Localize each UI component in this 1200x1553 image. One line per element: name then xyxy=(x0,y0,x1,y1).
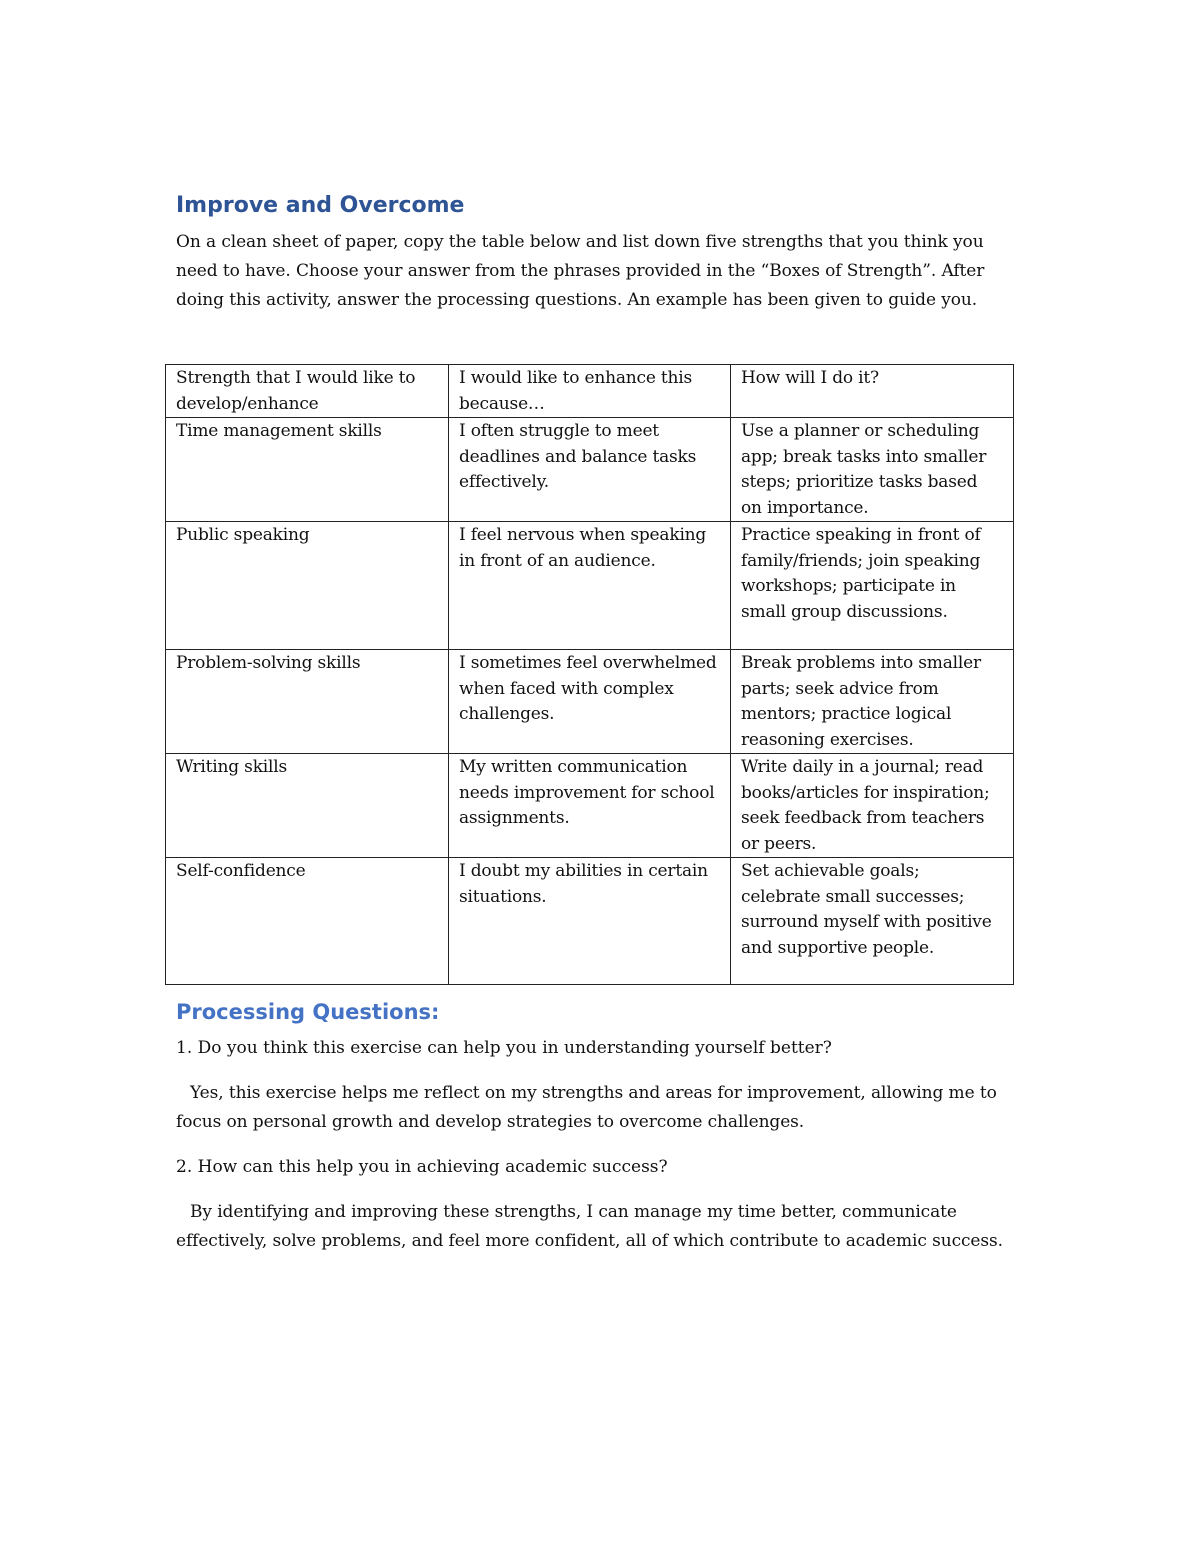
strengths-table xyxy=(165,364,1014,985)
question-2: 2. How can this help you in achieving academic success? xyxy=(176,1157,668,1177)
processing-title: Processing Questions: xyxy=(176,1000,440,1024)
table-header-row xyxy=(166,365,1014,418)
table-row xyxy=(166,418,1014,522)
cell-plan: Use a planner or scheduling app; break tasks into smaller steps; prioritize tasks based on importance. xyxy=(731,418,1014,522)
header-plan: How will I do it? xyxy=(731,365,1014,418)
table-row xyxy=(166,522,1014,650)
table-row xyxy=(166,754,1014,858)
cell-reason: I doubt my abilities in certain situations. xyxy=(449,858,731,985)
header-reason: I would like to enhance this because… xyxy=(449,365,731,418)
processing-section xyxy=(176,998,1036,1256)
header-strength: Strength that I would like to develop/enhance xyxy=(166,365,449,418)
table-row xyxy=(166,858,1014,985)
answer-2: By identifying and improving these strengths, I can manage my time better, communicate effectively, solve problems, and feel more confident, all of which contribute to academic success. xyxy=(176,1202,1003,1251)
cell-strength: Writing skills xyxy=(166,754,449,858)
cell-reason: I feel nervous when speaking in front of an audience. xyxy=(449,522,731,650)
cell-strength: Time management skills xyxy=(166,418,449,522)
cell-plan: Break problems into smaller parts; seek advice from mentors; practice logical reasoning exercises. xyxy=(731,650,1014,754)
cell-strength: Public speaking xyxy=(166,522,449,650)
instructions-paragraph: On a clean sheet of paper, copy the table below and list down five strengths that you think you need to have. Choose your answer from the phrases provided in the “Boxes of Strength”. After doing this activity, answer the processing questions. An example has been given to guide you. xyxy=(176,232,985,310)
section-title: Improve and Overcome xyxy=(176,193,465,218)
cell-reason: I often struggle to meet deadlines and balance tasks effectively. xyxy=(449,418,731,522)
cell-strength: Problem-solving skills xyxy=(166,650,449,754)
cell-plan: Practice speaking in front of family/friends; join speaking workshops; participate in small group discussions. xyxy=(731,522,1014,650)
cell-reason: My written communication needs improvement for school assignments. xyxy=(449,754,731,858)
cell-plan: Set achievable goals; celebrate small successes; surround myself with positive and supportive people. xyxy=(731,858,1014,985)
answer-1: Yes, this exercise helps me reflect on my strengths and areas for improvement, allowing me to focus on personal growth and develop strategies to overcome challenges. xyxy=(176,1083,997,1132)
document-page xyxy=(176,192,1036,1251)
cell-plan: Write daily in a journal; read books/articles for inspiration; seek feedback from teachers or peers. xyxy=(731,754,1014,858)
table-row xyxy=(166,650,1014,754)
cell-strength: Self-confidence xyxy=(166,858,449,985)
question-1: 1. Do you think this exercise can help you in understanding yourself better? xyxy=(176,1038,832,1058)
cell-reason: I sometimes feel overwhelmed when faced with complex challenges. xyxy=(449,650,731,754)
